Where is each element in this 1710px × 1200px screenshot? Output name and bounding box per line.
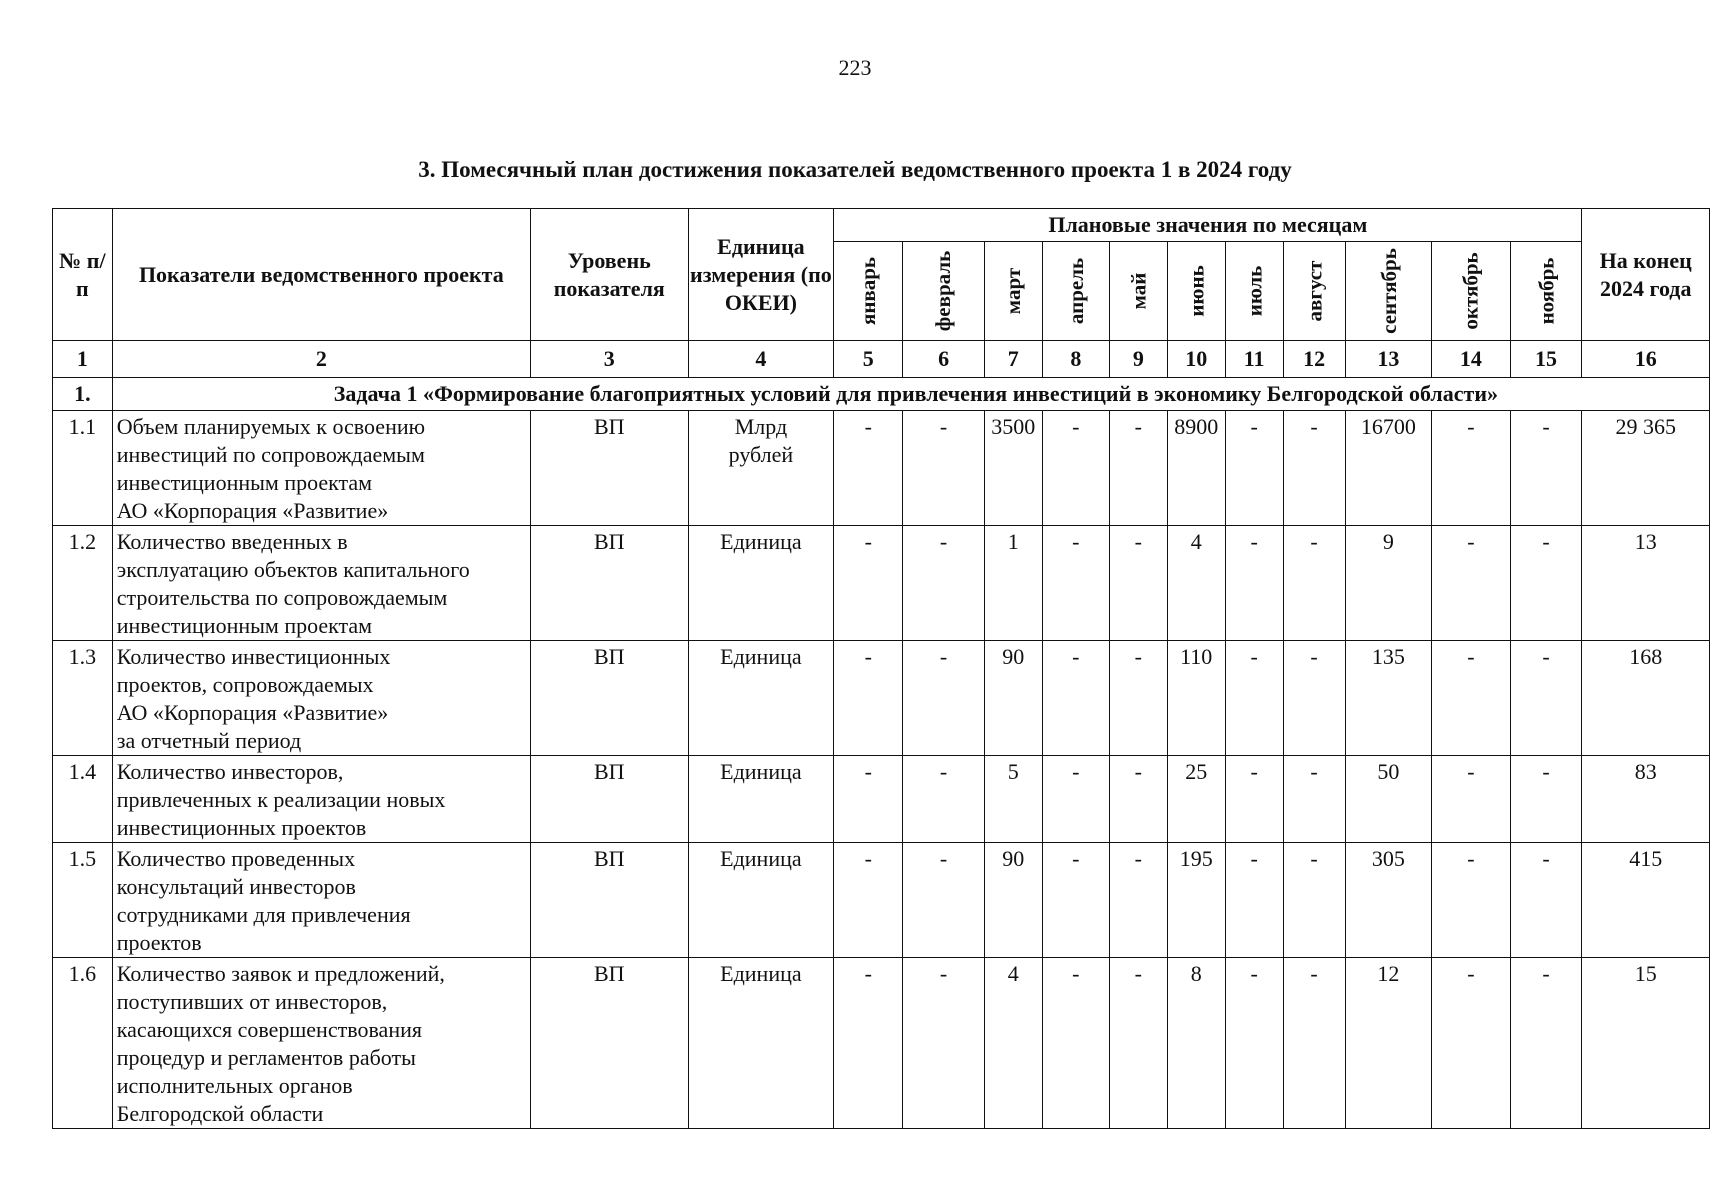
month-value-9: 12 (1345, 958, 1432, 1129)
month-value-1: - (834, 411, 903, 526)
month-value-10: - (1432, 526, 1510, 641)
month-value-10: - (1432, 958, 1510, 1129)
header-monthly-group: Плановые значения по месяцам (834, 209, 1582, 242)
month-value-7: - (1225, 641, 1283, 756)
unit-line: Единица (720, 529, 802, 554)
month-header-3 (984, 242, 1042, 341)
month-value-5: - (1109, 843, 1167, 958)
month-value-5: - (1109, 958, 1167, 1129)
indicator-name (112, 756, 530, 843)
indicator-level: ВП (530, 958, 688, 1129)
month-value-7: - (1225, 526, 1283, 641)
monthly-plan-table (52, 208, 1710, 1129)
month-value-6: 110 (1167, 641, 1225, 756)
month-value-4: - (1042, 756, 1109, 843)
column-number-5: 5 (834, 341, 903, 378)
month-value-6: 25 (1167, 756, 1225, 843)
month-label: сентябрь (1376, 248, 1401, 334)
indicator-name-line: Количество инвестиционных (116, 644, 391, 669)
month-value-5: - (1109, 411, 1167, 526)
indicator-name-line: касающихся совершенствования (116, 1017, 422, 1042)
month-value-1: - (834, 526, 903, 641)
month-value-9: 9 (1345, 526, 1432, 641)
column-number-4: 4 (688, 341, 834, 378)
indicator-name-line: процедур и регламентов работы (116, 1045, 416, 1070)
month-header-2 (903, 242, 984, 341)
indicator-name-line: АО «Корпорация «Развитие» (116, 498, 389, 523)
month-value-2: - (903, 411, 984, 526)
row-number: 1.4 (53, 756, 113, 843)
month-value-2: - (903, 843, 984, 958)
month-value-1: - (834, 756, 903, 843)
month-header-5 (1109, 242, 1167, 341)
month-label: февраль (931, 250, 956, 332)
month-value-4: - (1042, 958, 1109, 1129)
table-row (53, 958, 1710, 1129)
month-value-10: - (1432, 411, 1510, 526)
month-value-2: - (903, 641, 984, 756)
month-value-7: - (1225, 843, 1283, 958)
month-header-11 (1510, 242, 1582, 341)
month-value-11: - (1510, 526, 1582, 641)
row-number: 1.2 (53, 526, 113, 641)
indicator-name-line: инвестиционным проектам (116, 613, 373, 638)
indicator-unit (688, 756, 834, 843)
month-value-9: 16700 (1345, 411, 1432, 526)
indicator-unit (688, 843, 834, 958)
month-value-3: 90 (984, 641, 1042, 756)
month-value-6: 4 (1167, 526, 1225, 641)
column-number-8: 8 (1042, 341, 1109, 378)
month-value-4: - (1042, 641, 1109, 756)
table-row (53, 843, 1710, 958)
column-number-1: 1 (53, 341, 113, 378)
unit-line: Млрд (734, 414, 788, 439)
indicator-name-line: Количество проведенных (116, 846, 356, 871)
table-row (53, 526, 1710, 641)
column-number-13: 13 (1345, 341, 1432, 378)
month-header-1 (834, 242, 903, 341)
month-value-9: 135 (1345, 641, 1432, 756)
month-value-6: 8900 (1167, 411, 1225, 526)
month-value-9: 50 (1345, 756, 1432, 843)
month-header-6 (1167, 242, 1225, 341)
month-value-7: - (1225, 958, 1283, 1129)
month-value-11: - (1510, 756, 1582, 843)
indicator-name-line: Количество заявок и предложений, (116, 961, 445, 986)
month-label: май (1126, 272, 1151, 310)
indicator-name-line: за отчетный период (116, 728, 302, 753)
month-value-8: - (1283, 526, 1345, 641)
indicator-name-line: АО «Корпорация «Развитие» (116, 700, 389, 725)
task-num: 1. (53, 378, 113, 411)
indicator-unit (688, 641, 834, 756)
column-number-2: 2 (112, 341, 530, 378)
unit-line: Единица (720, 644, 802, 669)
indicator-name-line: привлеченных к реализации новых (116, 787, 446, 812)
indicator-name (112, 958, 530, 1129)
unit-line: Единица (720, 846, 802, 871)
task-title: Задача 1 «Формирование благоприятных условий для привлечения инвестиций в экономику Белгородской области» (112, 378, 1709, 411)
month-label: июнь (1184, 265, 1209, 317)
month-value-8: - (1283, 411, 1345, 526)
month-value-8: - (1283, 641, 1345, 756)
month-value-9: 305 (1345, 843, 1432, 958)
row-number: 1.6 (53, 958, 113, 1129)
month-value-2: - (903, 526, 984, 641)
indicator-name-line: Белгородской области (116, 1101, 324, 1126)
month-value-11: - (1510, 958, 1582, 1129)
indicator-name (112, 526, 530, 641)
month-header-9 (1345, 242, 1432, 341)
header-num: № п/п (53, 209, 113, 341)
indicator-name-line: поступивших от инвесторов, (116, 989, 388, 1014)
column-number-10: 10 (1167, 341, 1225, 378)
indicator-unit (688, 958, 834, 1129)
month-value-3: 5 (984, 756, 1042, 843)
year-end-value: 83 (1582, 756, 1710, 843)
month-label: апрель (1063, 257, 1088, 325)
header-level: Уровень показателя (530, 209, 688, 341)
header-indicator: Показатели ведомственного проекта (112, 209, 530, 341)
indicator-level: ВП (530, 526, 688, 641)
indicator-level: ВП (530, 641, 688, 756)
month-label: октябрь (1458, 252, 1483, 330)
month-label: август (1302, 260, 1327, 322)
document-title: 3. Помесячный план достижения показателей ведомственного проекта 1 в 2024 году (418, 157, 1292, 182)
indicator-name (112, 843, 530, 958)
indicator-name-line: исполнительных органов (116, 1073, 353, 1098)
month-value-7: - (1225, 756, 1283, 843)
month-value-8: - (1283, 958, 1345, 1129)
unit-line: Единица (720, 961, 802, 986)
page-number: 223 (838, 55, 872, 80)
table-row (53, 756, 1710, 843)
indicator-level: ВП (530, 843, 688, 958)
row-number: 1.3 (53, 641, 113, 756)
month-value-5: - (1109, 526, 1167, 641)
indicator-name-line: Объем планируемых к освоению (116, 414, 426, 439)
month-label: январь (856, 256, 881, 326)
column-number-12: 12 (1283, 341, 1345, 378)
month-value-3: 90 (984, 843, 1042, 958)
indicator-name (112, 641, 530, 756)
column-number-11: 11 (1225, 341, 1283, 378)
indicator-level: ВП (530, 411, 688, 526)
indicator-name-line: сотрудниками для привлечения (116, 902, 411, 927)
year-end-value: 29 365 (1582, 411, 1710, 526)
column-number-15: 15 (1510, 341, 1582, 378)
month-header-7 (1225, 242, 1283, 341)
column-number-6: 6 (903, 341, 984, 378)
month-value-6: 195 (1167, 843, 1225, 958)
indicator-name-line: инвестиций по сопровождаемым (116, 442, 425, 467)
unit-line: Единица (720, 759, 802, 784)
month-value-11: - (1510, 641, 1582, 756)
month-value-7: - (1225, 411, 1283, 526)
month-header-10 (1432, 242, 1510, 341)
month-value-1: - (834, 641, 903, 756)
month-value-8: - (1283, 843, 1345, 958)
column-number-16: 16 (1582, 341, 1710, 378)
indicator-name-line: строительства по сопровождаемым (116, 585, 448, 610)
indicator-name-line: консультаций инвесторов (116, 874, 356, 899)
month-value-10: - (1432, 641, 1510, 756)
indicator-level: ВП (530, 756, 688, 843)
unit-line: рублей (728, 442, 794, 467)
month-label: июль (1242, 265, 1267, 317)
year-end-value: 415 (1582, 843, 1710, 958)
header-unit: Единица измерения (по ОКЕИ) (688, 209, 834, 341)
month-value-2: - (903, 756, 984, 843)
month-value-3: 1 (984, 526, 1042, 641)
column-number-14: 14 (1432, 341, 1510, 378)
month-value-2: - (903, 958, 984, 1129)
month-value-4: - (1042, 411, 1109, 526)
table-row (53, 641, 1710, 756)
month-value-5: - (1109, 641, 1167, 756)
indicator-name (112, 411, 530, 526)
year-end-value: 168 (1582, 641, 1710, 756)
indicator-name-line: эксплуатацию объектов капитального (116, 557, 470, 582)
indicator-name-line: Количество введенных в (116, 529, 348, 554)
indicator-name-line: Количество инвесторов, (116, 759, 344, 784)
year-end-value: 13 (1582, 526, 1710, 641)
month-value-10: - (1432, 756, 1510, 843)
month-value-11: - (1510, 843, 1582, 958)
indicator-unit (688, 526, 834, 641)
header-year-end: На конец 2024 года (1582, 209, 1710, 341)
month-label: ноябрь (1533, 257, 1558, 325)
month-value-4: - (1042, 843, 1109, 958)
month-value-1: - (834, 843, 903, 958)
row-number: 1.5 (53, 843, 113, 958)
month-label: март (1001, 267, 1026, 315)
month-value-10: - (1432, 843, 1510, 958)
column-number-7: 7 (984, 341, 1042, 378)
month-value-3: 3500 (984, 411, 1042, 526)
table-row (53, 411, 1710, 526)
month-value-6: 8 (1167, 958, 1225, 1129)
month-value-4: - (1042, 526, 1109, 641)
indicator-name-line: инвестиционным проектам (116, 470, 373, 495)
column-number-9: 9 (1109, 341, 1167, 378)
indicator-name-line: инвестиционных проектов (116, 815, 367, 840)
column-number-row (53, 341, 1710, 378)
month-value-11: - (1510, 411, 1582, 526)
column-number-3: 3 (530, 341, 688, 378)
month-value-1: - (834, 958, 903, 1129)
month-value-5: - (1109, 756, 1167, 843)
row-number: 1.1 (53, 411, 113, 526)
indicator-name-line: проектов (116, 930, 202, 955)
month-value-3: 4 (984, 958, 1042, 1129)
task-row (53, 378, 1710, 411)
indicator-unit (688, 411, 834, 526)
month-value-8: - (1283, 756, 1345, 843)
month-header-4 (1042, 242, 1109, 341)
year-end-value: 15 (1582, 958, 1710, 1129)
month-header-8 (1283, 242, 1345, 341)
indicator-name-line: проектов, сопровождаемых (116, 672, 374, 697)
